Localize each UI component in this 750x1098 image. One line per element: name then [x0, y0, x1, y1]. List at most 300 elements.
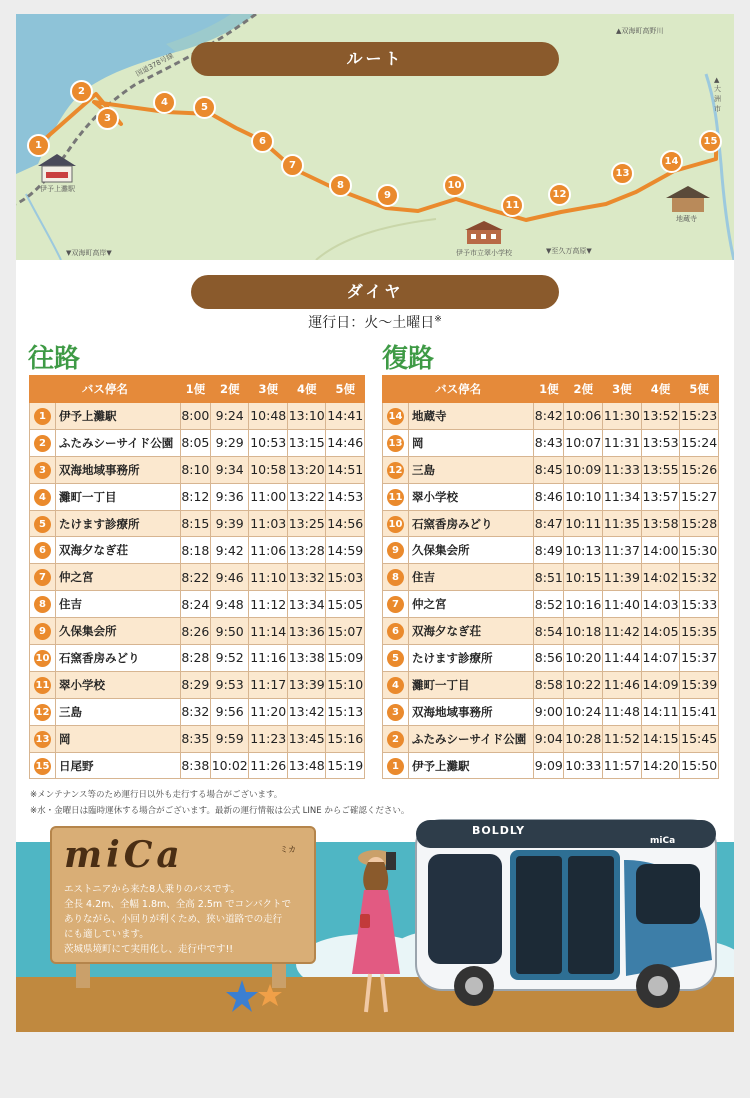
mica-info-board [50, 826, 316, 964]
stop-number-badge: 8 [34, 596, 51, 613]
stop-name-cell: ふたみシーサイド公園 [56, 429, 181, 456]
departure-time-cell: 11:46 [603, 671, 642, 698]
stop-number-badge: 4 [34, 489, 51, 506]
departure-time-cell: 10:18 [564, 618, 603, 645]
map-label-bottom-left: ▼双海町高岸▼ [66, 249, 112, 257]
departure-time-cell: 8:56 [534, 645, 564, 672]
table-row [383, 698, 719, 725]
departure-time-cell: 13:28 [287, 537, 326, 564]
departure-time-cell: 11:35 [603, 510, 642, 537]
departure-time-cell: 9:09 [534, 752, 564, 779]
departure-time-cell: 10:13 [564, 537, 603, 564]
table-row [383, 725, 719, 752]
stop-name-cell: 翠小学校 [56, 671, 181, 698]
departure-time-cell: 13:39 [287, 671, 326, 698]
board-ruby: ミカ [280, 845, 296, 854]
stop-number-badge: 1 [387, 758, 404, 775]
temple-building-icon [666, 186, 710, 214]
board-description [64, 882, 309, 957]
stop-name-cell: 双海夕なぎ荘 [56, 537, 181, 564]
departure-time-cell: 15:13 [326, 698, 365, 725]
table-row [383, 403, 719, 430]
stop-name-cell: 双海地域事務所 [409, 698, 534, 725]
col-header-run-4: 4便 [641, 376, 680, 403]
stop-number-badge: 4 [387, 677, 404, 694]
departure-time-cell: 9:36 [210, 483, 249, 510]
departure-time-cell: 14:11 [641, 698, 680, 725]
stop-name-cell: 石窯香房みどり [56, 645, 181, 672]
departure-time-cell: 11:12 [249, 591, 288, 618]
departure-time-cell: 14:59 [326, 537, 365, 564]
stop-number-cell [383, 537, 409, 564]
departure-time-cell: 11:23 [249, 725, 288, 752]
departure-time-cell: 8:29 [180, 671, 210, 698]
table-row [30, 537, 365, 564]
table-row [383, 564, 719, 591]
departure-time-cell: 8:58 [534, 671, 564, 698]
stop-number-badge: 14 [387, 408, 404, 425]
board-line: ありながら、小回りが利くため、狭い道路での走行 [64, 914, 283, 925]
stop-number-badge: 5 [34, 516, 51, 533]
stop-number-cell [383, 752, 409, 779]
inbound-table [382, 375, 719, 779]
departure-time-cell: 10:58 [249, 456, 288, 483]
note-maintenance: ※メンテナンス等のため運行日以外も走行する場合がございます。 [30, 790, 283, 800]
col-header-run-5: 5便 [326, 376, 365, 403]
col-header-run-2: 2便 [564, 376, 603, 403]
departure-time-cell: 13:42 [287, 698, 326, 725]
stop-name-cell: 地蔵寺 [409, 403, 534, 430]
stop-name-cell: 日尾野 [56, 752, 181, 779]
board-line: にも適しています。 [64, 929, 149, 940]
departure-time-cell: 11:57 [603, 752, 642, 779]
map-stop-1: 1 [27, 134, 50, 157]
map-label-school: 伊予市立翠小学校 [456, 249, 512, 257]
stop-number-badge: 8 [387, 569, 404, 586]
stop-number-badge: 7 [387, 596, 404, 613]
departure-time-cell: 13:10 [287, 403, 326, 430]
map-label-station: 伊予上灘駅 [40, 185, 75, 193]
stop-number-badge: 7 [34, 569, 51, 586]
bus-badge-label: miCa [650, 836, 676, 846]
stop-number-cell [383, 618, 409, 645]
map-stop-5: 5 [193, 96, 216, 119]
col-header-run-1: 1便 [534, 376, 564, 403]
stop-number-cell [30, 537, 56, 564]
departure-time-cell: 15:32 [680, 564, 719, 591]
departure-time-cell: 8:49 [534, 537, 564, 564]
stop-number-cell [383, 429, 409, 456]
map-stop-4: 4 [153, 91, 176, 114]
departure-time-cell: 10:09 [564, 456, 603, 483]
departure-time-cell: 9:48 [210, 591, 249, 618]
stop-number-cell [30, 403, 56, 430]
table-row [383, 510, 719, 537]
departure-time-cell: 11:26 [249, 752, 288, 779]
stop-number-cell [30, 698, 56, 725]
table-row [30, 645, 365, 672]
map-label-top-right: ▲双海町高野川 [616, 27, 664, 35]
departure-time-cell: 13:25 [287, 510, 326, 537]
departure-time-cell: 15:27 [680, 483, 719, 510]
departure-time-cell: 10:48 [249, 403, 288, 430]
departure-time-cell: 8:12 [180, 483, 210, 510]
departure-time-cell: 15:50 [680, 752, 719, 779]
stop-number-cell [30, 429, 56, 456]
departure-time-cell: 8:26 [180, 618, 210, 645]
stop-number-badge: 12 [387, 462, 404, 479]
departure-time-cell: 15:05 [326, 591, 365, 618]
stop-number-badge: 2 [34, 435, 51, 452]
table-row [383, 591, 719, 618]
map-stop-8: 8 [329, 174, 352, 197]
departure-time-cell: 14:09 [641, 671, 680, 698]
stop-number-badge: 12 [34, 704, 51, 721]
departure-time-cell: 11:52 [603, 725, 642, 752]
departure-time-cell: 13:48 [287, 752, 326, 779]
departure-time-cell: 15:39 [680, 671, 719, 698]
table-row [30, 752, 365, 779]
departure-time-cell: 9:53 [210, 671, 249, 698]
stop-number-badge: 9 [34, 623, 51, 640]
table-row [383, 645, 719, 672]
departure-time-cell: 14:41 [326, 403, 365, 430]
map-stop-7: 7 [281, 154, 304, 177]
stop-number-badge: 11 [34, 677, 51, 694]
departure-time-cell: 13:57 [641, 483, 680, 510]
table-row [383, 483, 719, 510]
stop-number-badge: 6 [387, 623, 404, 640]
table-row [383, 752, 719, 779]
stop-number-cell [30, 510, 56, 537]
departure-time-cell: 9:29 [210, 429, 249, 456]
departure-time-cell: 8:18 [180, 537, 210, 564]
table-row [30, 456, 365, 483]
departure-time-cell: 8:00 [180, 403, 210, 430]
departure-time-cell: 10:53 [249, 429, 288, 456]
diagram-title: ダイヤ [191, 275, 559, 309]
departure-time-cell: 14:20 [641, 752, 680, 779]
stop-name-cell: 三島 [56, 698, 181, 725]
note-suspension: ※水・金曜日は臨時運休する場合がございます。最新の運行情報は公式 LINE からご確認ください。 [30, 806, 410, 816]
departure-time-cell: 15:10 [326, 671, 365, 698]
stop-number-cell [30, 671, 56, 698]
operating-days-mark: ※ [434, 314, 442, 325]
departure-time-cell: 13:53 [641, 429, 680, 456]
departure-time-cell: 8:51 [534, 564, 564, 591]
stop-number-badge: 13 [34, 731, 51, 748]
departure-time-cell: 13:45 [287, 725, 326, 752]
departure-time-cell: 10:16 [564, 591, 603, 618]
operating-days-text: 運行日：火～土曜日 [308, 315, 435, 331]
map-stop-15: 15 [699, 130, 722, 153]
table-row [383, 429, 719, 456]
stop-name-cell: ふたみシーサイド公園 [409, 725, 534, 752]
stop-number-cell [30, 645, 56, 672]
departure-time-cell: 11:48 [603, 698, 642, 725]
stop-number-cell [30, 456, 56, 483]
table-row [30, 671, 365, 698]
stop-number-cell [30, 564, 56, 591]
departure-time-cell: 11:00 [249, 483, 288, 510]
departure-time-cell: 9:34 [210, 456, 249, 483]
stop-number-cell [383, 645, 409, 672]
departure-time-cell: 8:05 [180, 429, 210, 456]
col-header-run-3: 3便 [603, 376, 642, 403]
departure-time-cell: 13:58 [641, 510, 680, 537]
departure-time-cell: 10:10 [564, 483, 603, 510]
col-header-run-5: 5便 [680, 376, 719, 403]
stop-name-cell: たけます診療所 [409, 645, 534, 672]
col-header-run-2: 2便 [210, 376, 249, 403]
map-label-temple: 地蔵寺 [676, 215, 697, 223]
stop-number-cell [30, 591, 56, 618]
stop-number-badge: 2 [387, 731, 404, 748]
table-row [30, 618, 365, 645]
departure-time-cell: 15:23 [680, 403, 719, 430]
stop-name-cell: 仲之宮 [409, 591, 534, 618]
stop-number-cell [30, 483, 56, 510]
departure-time-cell: 15:07 [326, 618, 365, 645]
col-header-stop: バス停名 [30, 376, 181, 403]
departure-time-cell: 11:20 [249, 698, 288, 725]
table-row [383, 537, 719, 564]
route-title: ルート [191, 42, 559, 76]
departure-time-cell: 11:33 [603, 456, 642, 483]
departure-time-cell: 9:52 [210, 645, 249, 672]
stop-name-cell: 翠小学校 [409, 483, 534, 510]
stop-number-badge: 10 [34, 650, 51, 667]
departure-time-cell: 9:04 [534, 725, 564, 752]
departure-time-cell: 11:37 [603, 537, 642, 564]
school-building-icon [463, 220, 505, 246]
stop-number-badge: 9 [387, 542, 404, 559]
departure-time-cell: 15:33 [680, 591, 719, 618]
departure-time-cell: 15:45 [680, 725, 719, 752]
board-line: 茨城県境町にて実用化し、走行中です!! [64, 944, 234, 955]
departure-time-cell: 13:55 [641, 456, 680, 483]
departure-time-cell: 10:06 [564, 403, 603, 430]
stop-number-badge: 11 [387, 489, 404, 506]
stop-number-cell [383, 725, 409, 752]
departure-time-cell: 8:22 [180, 564, 210, 591]
departure-time-cell: 9:46 [210, 564, 249, 591]
departure-time-cell: 8:42 [534, 403, 564, 430]
stop-name-cell: 石窯香房みどり [409, 510, 534, 537]
departure-time-cell: 9:56 [210, 698, 249, 725]
map-stop-10: 10 [443, 174, 466, 197]
departure-time-cell: 14:53 [326, 483, 365, 510]
departure-time-cell: 8:45 [534, 456, 564, 483]
departure-time-cell: 13:38 [287, 645, 326, 672]
map-stop-3: 3 [96, 107, 119, 130]
stop-name-cell: 久保集会所 [56, 618, 181, 645]
stop-number-cell [383, 510, 409, 537]
departure-time-cell: 10:33 [564, 752, 603, 779]
departure-time-cell: 15:26 [680, 456, 719, 483]
stop-number-cell [383, 671, 409, 698]
departure-time-cell: 13:52 [641, 403, 680, 430]
route-map [16, 14, 734, 260]
departure-time-cell: 14:00 [641, 537, 680, 564]
table-row [30, 403, 365, 430]
table-row [30, 725, 365, 752]
stop-name-cell: 伊予上灘駅 [56, 403, 181, 430]
stop-number-cell [30, 752, 56, 779]
map-stop-9: 9 [376, 184, 399, 207]
stop-number-badge: 15 [34, 758, 51, 775]
departure-time-cell: 15:28 [680, 510, 719, 537]
departure-time-cell: 11:30 [603, 403, 642, 430]
stop-name-cell: 灘町一丁目 [409, 671, 534, 698]
departure-time-cell: 11:34 [603, 483, 642, 510]
departure-time-cell: 11:31 [603, 429, 642, 456]
departure-time-cell: 8:47 [534, 510, 564, 537]
stop-name-cell: 双海夕なぎ荘 [409, 618, 534, 645]
map-label-side: ▲大洲市 [714, 76, 721, 113]
departure-time-cell: 15:19 [326, 752, 365, 779]
mica-bus-illustration [396, 790, 734, 1022]
departure-time-cell: 11:06 [249, 537, 288, 564]
departure-time-cell: 11:03 [249, 510, 288, 537]
operating-days [16, 312, 734, 332]
table-row [383, 618, 719, 645]
departure-time-cell: 13:36 [287, 618, 326, 645]
departure-time-cell: 10:22 [564, 671, 603, 698]
map-stop-12: 12 [548, 183, 571, 206]
stop-number-badge: 1 [34, 408, 51, 425]
departure-time-cell: 9:59 [210, 725, 249, 752]
departure-time-cell: 9:00 [534, 698, 564, 725]
stop-name-cell: 伊予上灘駅 [409, 752, 534, 779]
departure-time-cell: 9:39 [210, 510, 249, 537]
station-building-icon [36, 152, 78, 184]
departure-time-cell: 10:20 [564, 645, 603, 672]
outbound-table [29, 375, 365, 779]
departure-time-cell: 8:54 [534, 618, 564, 645]
stop-number-badge: 10 [387, 516, 404, 533]
sign-post-left [76, 960, 90, 988]
table-row [30, 564, 365, 591]
map-stop-11: 11 [501, 194, 524, 217]
table-row [30, 429, 365, 456]
departure-time-cell: 8:28 [180, 645, 210, 672]
departure-time-cell: 11:10 [249, 564, 288, 591]
stop-name-cell: 岡 [56, 725, 181, 752]
stop-number-badge: 6 [34, 542, 51, 559]
departure-time-cell: 8:46 [534, 483, 564, 510]
board-line: エストニアから来た8人乗りのバスです。 [64, 884, 240, 895]
departure-time-cell: 11:40 [603, 591, 642, 618]
bus-brand-label: BOLDLY [472, 824, 526, 837]
departure-time-cell: 14:07 [641, 645, 680, 672]
stop-number-badge: 3 [34, 462, 51, 479]
stop-name-cell: たけます診療所 [56, 510, 181, 537]
map-label-bottom-right: ▼至久万高原▼ [546, 247, 592, 255]
table-row [383, 671, 719, 698]
departure-time-cell: 15:09 [326, 645, 365, 672]
departure-time-cell: 15:24 [680, 429, 719, 456]
departure-time-cell: 11:42 [603, 618, 642, 645]
stop-number-cell [383, 698, 409, 725]
departure-time-cell: 10:07 [564, 429, 603, 456]
departure-time-cell: 14:15 [641, 725, 680, 752]
timetable-page [16, 14, 734, 1032]
stop-name-cell: 住吉 [56, 591, 181, 618]
departure-time-cell: 10:15 [564, 564, 603, 591]
map-stop-14: 14 [660, 150, 683, 173]
stop-number-cell [383, 591, 409, 618]
departure-time-cell: 9:50 [210, 618, 249, 645]
stop-number-cell [30, 618, 56, 645]
map-stop-2: 2 [70, 80, 93, 103]
stop-number-cell [383, 456, 409, 483]
col-header-run-1: 1便 [180, 376, 210, 403]
stop-number-cell [383, 564, 409, 591]
departure-time-cell: 8:15 [180, 510, 210, 537]
stop-name-cell: 住吉 [409, 564, 534, 591]
table-row [30, 591, 365, 618]
map-stop-6: 6 [251, 130, 274, 153]
stop-name-cell: 双海地域事務所 [56, 456, 181, 483]
stop-number-cell [30, 725, 56, 752]
table-row [30, 483, 365, 510]
departure-time-cell: 11:44 [603, 645, 642, 672]
col-header-run-4: 4便 [287, 376, 326, 403]
departure-time-cell: 10:24 [564, 698, 603, 725]
departure-time-cell: 13:20 [287, 456, 326, 483]
board-title: miCa [64, 834, 184, 876]
departure-time-cell: 8:52 [534, 591, 564, 618]
departure-time-cell: 8:43 [534, 429, 564, 456]
departure-time-cell: 8:24 [180, 591, 210, 618]
stop-number-badge: 13 [387, 435, 404, 452]
inbound-title: 復路 [382, 344, 435, 374]
outbound-title: 往路 [28, 344, 81, 374]
departure-time-cell: 11:16 [249, 645, 288, 672]
stop-name-cell: 久保集会所 [409, 537, 534, 564]
departure-time-cell: 14:02 [641, 564, 680, 591]
table-row [30, 698, 365, 725]
departure-time-cell: 11:17 [249, 671, 288, 698]
departure-time-cell: 13:15 [287, 429, 326, 456]
departure-time-cell: 11:14 [249, 618, 288, 645]
departure-time-cell: 11:39 [603, 564, 642, 591]
departure-time-cell: 10:28 [564, 725, 603, 752]
stop-number-badge: 3 [387, 704, 404, 721]
departure-time-cell: 13:22 [287, 483, 326, 510]
departure-time-cell: 8:32 [180, 698, 210, 725]
stop-name-cell: 三島 [409, 456, 534, 483]
departure-time-cell: 8:38 [180, 752, 210, 779]
col-header-stop: バス停名 [383, 376, 534, 403]
departure-time-cell: 14:56 [326, 510, 365, 537]
departure-time-cell: 15:16 [326, 725, 365, 752]
departure-time-cell: 14:51 [326, 456, 365, 483]
stop-name-cell: 灘町一丁目 [56, 483, 181, 510]
departure-time-cell: 15:41 [680, 698, 719, 725]
departure-time-cell: 14:05 [641, 618, 680, 645]
departure-time-cell: 15:30 [680, 537, 719, 564]
departure-time-cell: 10:11 [564, 510, 603, 537]
departure-time-cell: 15:35 [680, 618, 719, 645]
starfish-icon [224, 978, 288, 1020]
map-stop-13: 13 [611, 162, 634, 185]
stop-name-cell: 仲之宮 [56, 564, 181, 591]
stop-number-cell [383, 483, 409, 510]
departure-time-cell: 9:24 [210, 403, 249, 430]
departure-time-cell: 8:35 [180, 725, 210, 752]
